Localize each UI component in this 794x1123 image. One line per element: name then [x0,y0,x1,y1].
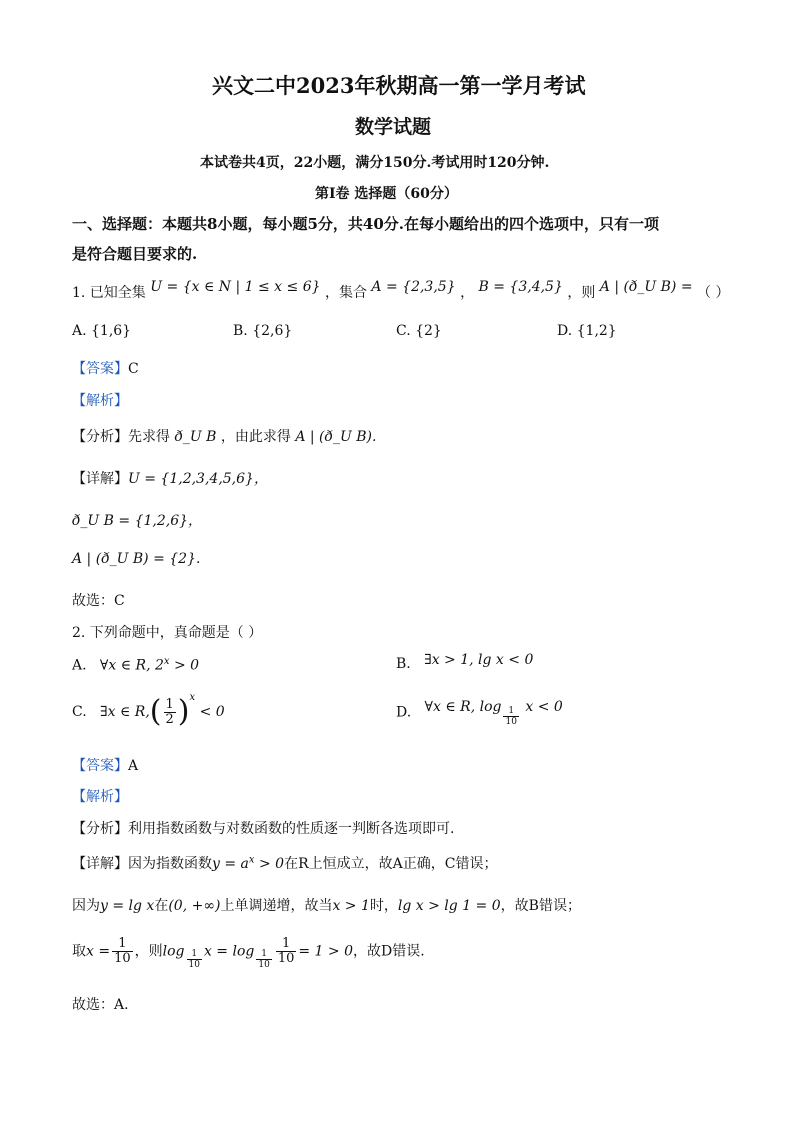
base-denominator: 10 [505,717,517,727]
q2-fenxi-line [72,818,454,838]
q2-choose: 故选：A. [72,997,129,1013]
fraction-denominator: 10 [277,951,295,966]
q2-option-a [72,656,199,674]
q1-fenxi-text-2: ，由此求得 [220,429,291,445]
q2-option-d-pre: ∀x ∈ R, log [424,698,502,715]
q1-expression: A | (ð_U B) = [599,279,693,295]
q2-detail-2m4: lg x > lg 1 = 0 [397,898,501,914]
q1-fenxi-text-1: 先求得 [128,429,170,445]
q1-answer: C [128,361,139,377]
fenxi-tag: 【分析】 [72,821,128,837]
left-paren: ( [149,694,162,729]
question-2-stem: 2. 下列命题中，真命题是（ ） [72,625,263,641]
q2-option-a-tail: > 0 [169,657,200,674]
q2-option-b-expr: ∃x > 1, lg x < 0 [424,652,534,668]
q1-choose: 故选：C [72,593,125,609]
question-1-stem [72,279,730,302]
q2-detail-2m: y = lg x [100,898,155,914]
q1-detail-line-2: ð_U B = {1,2,6}， [72,513,203,529]
base-numerator: 1 [187,949,202,960]
fenxi-tag: 【分析】 [72,429,128,445]
q2-option-a-label: A. [72,657,87,674]
q2-detail-2a: 因为 [72,898,100,914]
answer-tag: 【答案】 [72,361,128,377]
q1-analysis-tag: 【解析】 [72,393,128,409]
base-numerator: 1 [503,706,518,717]
q2-option-d-label: D. [396,704,412,721]
part-title: 第Ⅰ卷 选择题（60分） [315,186,458,202]
q1-detail-1: U = {1,2,3,4,5,6}， [128,471,268,487]
q2-answer: A [128,758,139,774]
q2-option-a-expr: ∀x ∈ R, 2 [99,657,164,674]
q2-detail-2m2: (0, +∞) [168,898,221,914]
q1-detail-line-3: A | (ð_U B) = {2}. [72,551,201,567]
q2-detail-3m3: = 1 > 0 [298,943,353,960]
right-paren: ) [177,694,190,729]
q1-set-a: A = {2,3,5} [371,279,456,295]
q2-option-c-label: C. [72,704,87,720]
q2-detail-3m2: x = log [203,943,255,960]
q2-detail-line-2 [72,895,581,915]
q2-detail-line-3 [72,936,425,970]
q2-detail-3-base-2 [256,949,271,970]
q2-detail-3b: ，则 [134,943,163,960]
q2-detail-line-1 [72,853,497,873]
fraction-numerator: 1 [112,937,133,952]
q1-paren: （ ） [697,285,730,301]
q2-detail-2c: 上单调递增，故当 [220,898,333,914]
base-numerator: 1 [256,949,271,960]
q2-answer-line [72,755,138,775]
q1-then: ，则 [567,285,596,301]
q2-detail-3-base-1 [187,949,202,970]
q2-detail-3c: ，故D错误. [353,943,425,960]
exam-title: 兴文二中2023年秋期高一第一学月考试 [212,73,586,98]
q1-fenxi-math-2: A | (ð_U B). [295,429,377,445]
q2-detail-3-log: log [162,943,185,960]
q1-answer-line [72,358,139,378]
q2-option-d [396,698,563,727]
q2-option-b-label: B. [396,656,411,672]
q2-detail-1m: y = a [212,856,249,872]
section-heading-line2: 是符合题目要求的. [72,245,198,263]
q2-detail-2m3: x > 1 [332,898,370,914]
q1-sep: ， [460,285,475,301]
q2-detail-2b: 在 [154,898,169,914]
q1-fenxi-line [72,426,376,446]
q2-detail-3m: x = [86,943,111,960]
q1-prefix: 1. 已知全集 [72,285,146,301]
q2-fenxi-text: 利用指数函数与对数函数的性质逐一判断各选项即可. [128,821,455,837]
q2-option-c-fraction [164,698,176,727]
q2-option-d-base [503,706,518,727]
q2-option-c-sup: x [189,692,196,703]
q2-option-b [396,652,534,672]
subject-title: 数学试题 [355,116,432,138]
q1-detail-line-1 [72,468,268,488]
q2-analysis-tag: 【解析】 [72,789,128,805]
fraction-denominator: 10 [114,951,131,966]
q2-detail-3-fraction-2 [276,937,297,966]
q1-option-c: C. {2} [396,323,442,339]
answer-tag: 【答案】 [72,758,128,774]
fraction-denominator: 2 [165,711,174,727]
base-denominator: 10 [188,960,200,970]
fraction-numerator: 1 [276,937,297,952]
q1-universal-set: U = {x ∈ N | 1 ≤ x ≤ 6} [150,279,321,295]
q1-option-a: A. {1,6} [72,323,132,339]
q1-mid: ，集合 [324,285,367,301]
q1-fenxi-math-1: ð_U B [174,429,217,445]
section-heading-line1: 一、选择题：本题共8小题，每小题5分，共40分.在每小题给出的四个选项中，只有一项 [72,215,659,233]
fraction-numerator: 1 [165,696,174,712]
detail-tag: 【详解】 [72,856,128,872]
exam-info: 本试卷共4页，22小题，满分150分.考试用时120分钟. [200,155,550,171]
q2-option-d-tail: x < 0 [525,698,563,715]
q2-detail-1a: 因为指数函数 [128,856,212,872]
detail-tag: 【详解】 [72,471,128,487]
q2-detail-1b: 在R上恒成立，故A正确，C错误； [284,856,498,872]
q1-option-d: D. {1,2} [557,323,617,339]
q1-set-b: B = {3,4,5} [478,279,563,295]
q2-detail-1sup: x [248,854,255,866]
q1-option-b: B. {2,6} [233,323,293,339]
q2-detail-2d: 时， [369,898,398,914]
q2-option-c-tail: < 0 [199,704,225,720]
q2-option-c [72,692,225,729]
q2-detail-1m2: > 0 [254,856,285,872]
q2-option-a-sup: x [163,656,170,667]
q2-detail-3a: 取 [72,943,86,960]
q2-detail-3-fraction [112,937,133,966]
base-denominator: 10 [258,960,270,970]
q2-option-c-pre: ∃x ∈ R, [100,704,150,720]
q2-detail-2e: ，故B错误； [500,898,581,914]
